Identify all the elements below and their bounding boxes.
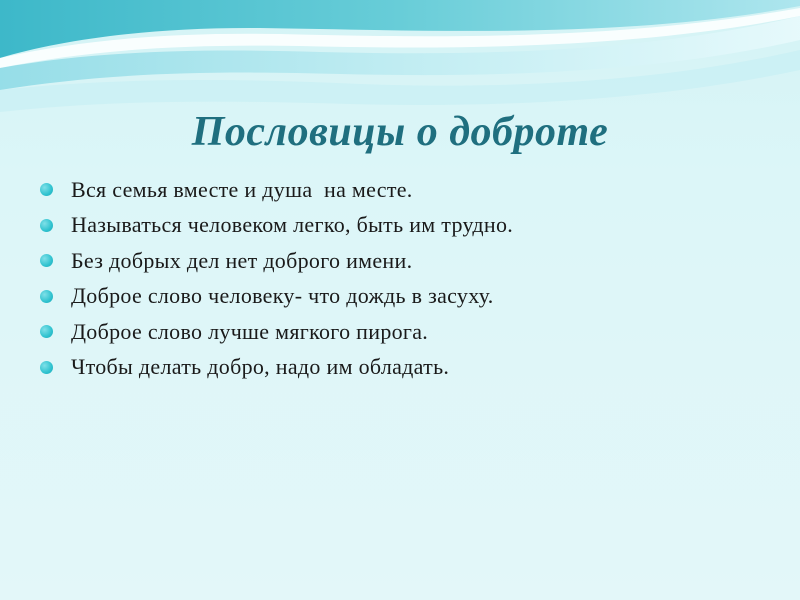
list-item [40, 172, 513, 208]
list-item [40, 208, 513, 244]
list-item [40, 314, 513, 350]
list-item [40, 243, 513, 279]
proverb-list [40, 172, 513, 385]
bullet-icon [40, 325, 53, 338]
proverb-text: Называться человеком легко, быть им трудно. [71, 212, 514, 238]
proverb-text: Вся семья вместе и душа на месте. [71, 176, 413, 202]
bullet-icon [40, 361, 53, 374]
list-item [40, 350, 513, 386]
proverb-text: Доброе слово лучше мягкого пирога. [71, 318, 429, 344]
decorative-waves [0, 0, 800, 120]
proverb-text: Чтобы делать добро, надо им обладать. [71, 354, 450, 380]
bullet-icon [40, 254, 53, 267]
bullet-icon [40, 290, 53, 303]
bullet-icon [40, 183, 53, 196]
slide-title: Пословицы о доброте [191, 109, 609, 155]
list-item [40, 279, 513, 315]
bullet-icon [40, 219, 53, 232]
proverb-text: Без добрых дел нет доброго имени. [71, 247, 413, 273]
proverb-text: Доброе слово человеку- что дождь в засуху. [71, 283, 494, 309]
